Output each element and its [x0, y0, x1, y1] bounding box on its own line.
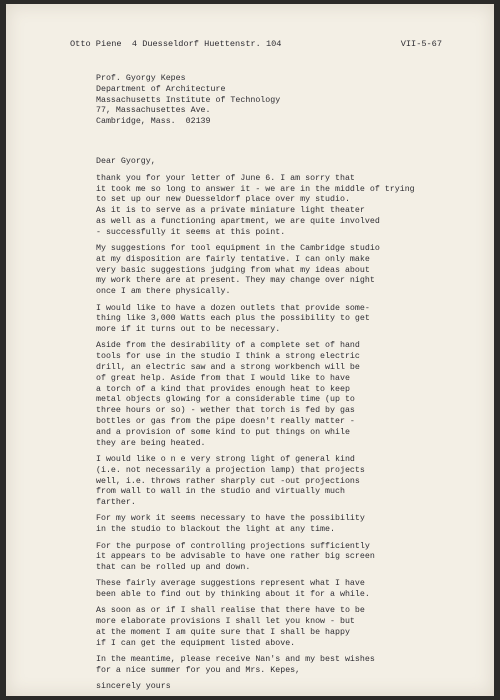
text-line: of great help. Aside from that I would like to have	[96, 373, 350, 383]
recipient-line: Cambridge, Mass. 02139	[96, 117, 211, 127]
letter-page	[6, 4, 494, 696]
text-line: My suggestions for tool equipment in the Cambridge studio	[96, 244, 380, 254]
text-line: they are being heated.	[96, 438, 206, 448]
text-line: more elaborate provisions I shall let you know - but	[96, 617, 355, 627]
paragraph	[96, 579, 491, 601]
recipient-line: 77, Massachusettes Ave.	[96, 106, 211, 116]
text-line: As it is to serve as a private miniature light theater	[96, 206, 365, 216]
text-line: bottles or gas from the pipe doesn't really matter -	[96, 417, 355, 427]
text-line: for a nice summer for you and Mrs. Kepes,	[96, 665, 301, 675]
closing: sincerely yours	[96, 682, 171, 692]
text-line: once I am there physically.	[96, 287, 231, 297]
paragraph	[96, 606, 491, 649]
text-line: thank you for your letter of June 6. I am sorry that	[96, 173, 355, 183]
sender-address: Otto Piene 4 Duesseldorf Huettenstr. 104	[70, 39, 282, 49]
paragraph	[96, 341, 491, 449]
text-line: it appears to be advisable to have one rather big screen	[96, 552, 375, 562]
letter-date: VII-5-67	[400, 39, 442, 49]
paragraph	[96, 174, 491, 239]
text-line: Aside from the desirability of a complete set of hand	[96, 341, 360, 351]
paragraph	[96, 244, 491, 298]
text-line: These fairly average suggestions represent what I have	[96, 579, 365, 589]
text-line: thing like 3,000 Watts each plus the possibility to get	[96, 314, 370, 324]
greeting: Dear Gyorgy,	[96, 157, 156, 166]
text-line: to set up our new Duesseldorf place over my studio.	[96, 195, 350, 205]
paragraph	[96, 542, 491, 574]
letter-body	[96, 157, 491, 693]
text-line: As soon as or if I shall realise that there have to be	[96, 606, 365, 616]
recipient-line: Massachusetts Institute of Technology	[96, 95, 281, 105]
text-line: more if it turns out to be necessary.	[96, 325, 281, 335]
paragraph	[96, 304, 491, 336]
text-line: tools for use in the studio I think a strong electric	[96, 352, 360, 362]
text-line: I would like to have a dozen outlets that provide some-	[96, 303, 370, 313]
text-line: if I can get the equipment listed above.	[96, 638, 296, 648]
text-line: farther.	[96, 498, 136, 508]
text-line: metal objects glowing for a considerable time (up to	[96, 395, 355, 405]
text-line: at the moment I am quite sure that I shall be happy	[96, 628, 350, 638]
text-line: I would like o n e very strong light of general kind	[96, 454, 355, 464]
text-line: well, i.e. throws rather sharply cut -out projections	[96, 476, 360, 486]
text-line: In the meantime, please receive Nan's and my best wishes	[96, 655, 375, 665]
text-line: very basic suggestions judging from what my ideas about	[96, 265, 370, 275]
text-line: a torch of a kind that provides enough heat to keep	[96, 384, 350, 394]
paragraph	[96, 455, 491, 509]
letterhead	[70, 39, 442, 51]
paragraph-list	[96, 174, 491, 677]
text-line: it took me so long to answer it - we are in the middle of trying	[96, 184, 415, 194]
text-line: as well as a functioning apartment, we are quite involved	[96, 216, 380, 226]
text-line: been able to find out by thinking about it for a while.	[96, 590, 370, 600]
text-line: For my work it seems necessary to have the possibility	[96, 514, 365, 524]
paragraph	[96, 514, 491, 536]
text-line: - successfully it seems at this point.	[96, 227, 286, 237]
text-line: in the studio to blackout the light at any time.	[96, 525, 335, 535]
text-line: my work there are at present. They may change over night	[96, 276, 375, 286]
text-line: at my disposition are fairly tentative. I can only make	[96, 254, 370, 264]
recipient-line: Department of Architecture	[96, 84, 226, 94]
text-line: and a provision of some kind to put things on while	[96, 427, 350, 437]
text-line: drill, an electric saw and a strong workbench will be	[96, 363, 360, 373]
recipient-address	[96, 74, 426, 128]
text-line: For the purpose of controlling projections sufficiently	[96, 541, 370, 551]
text-line: from wall to wall in the studio and virtually much	[96, 487, 345, 497]
text-line: three hours or so) - wether that torch is fed by gas	[96, 406, 355, 416]
text-line: that can be rolled up and down.	[96, 563, 251, 573]
recipient-line: Prof. Gyorgy Kepes	[96, 74, 186, 83]
paragraph	[96, 655, 491, 677]
text-line: (i.e. not necessarily a projection lamp) that projects	[96, 465, 365, 475]
